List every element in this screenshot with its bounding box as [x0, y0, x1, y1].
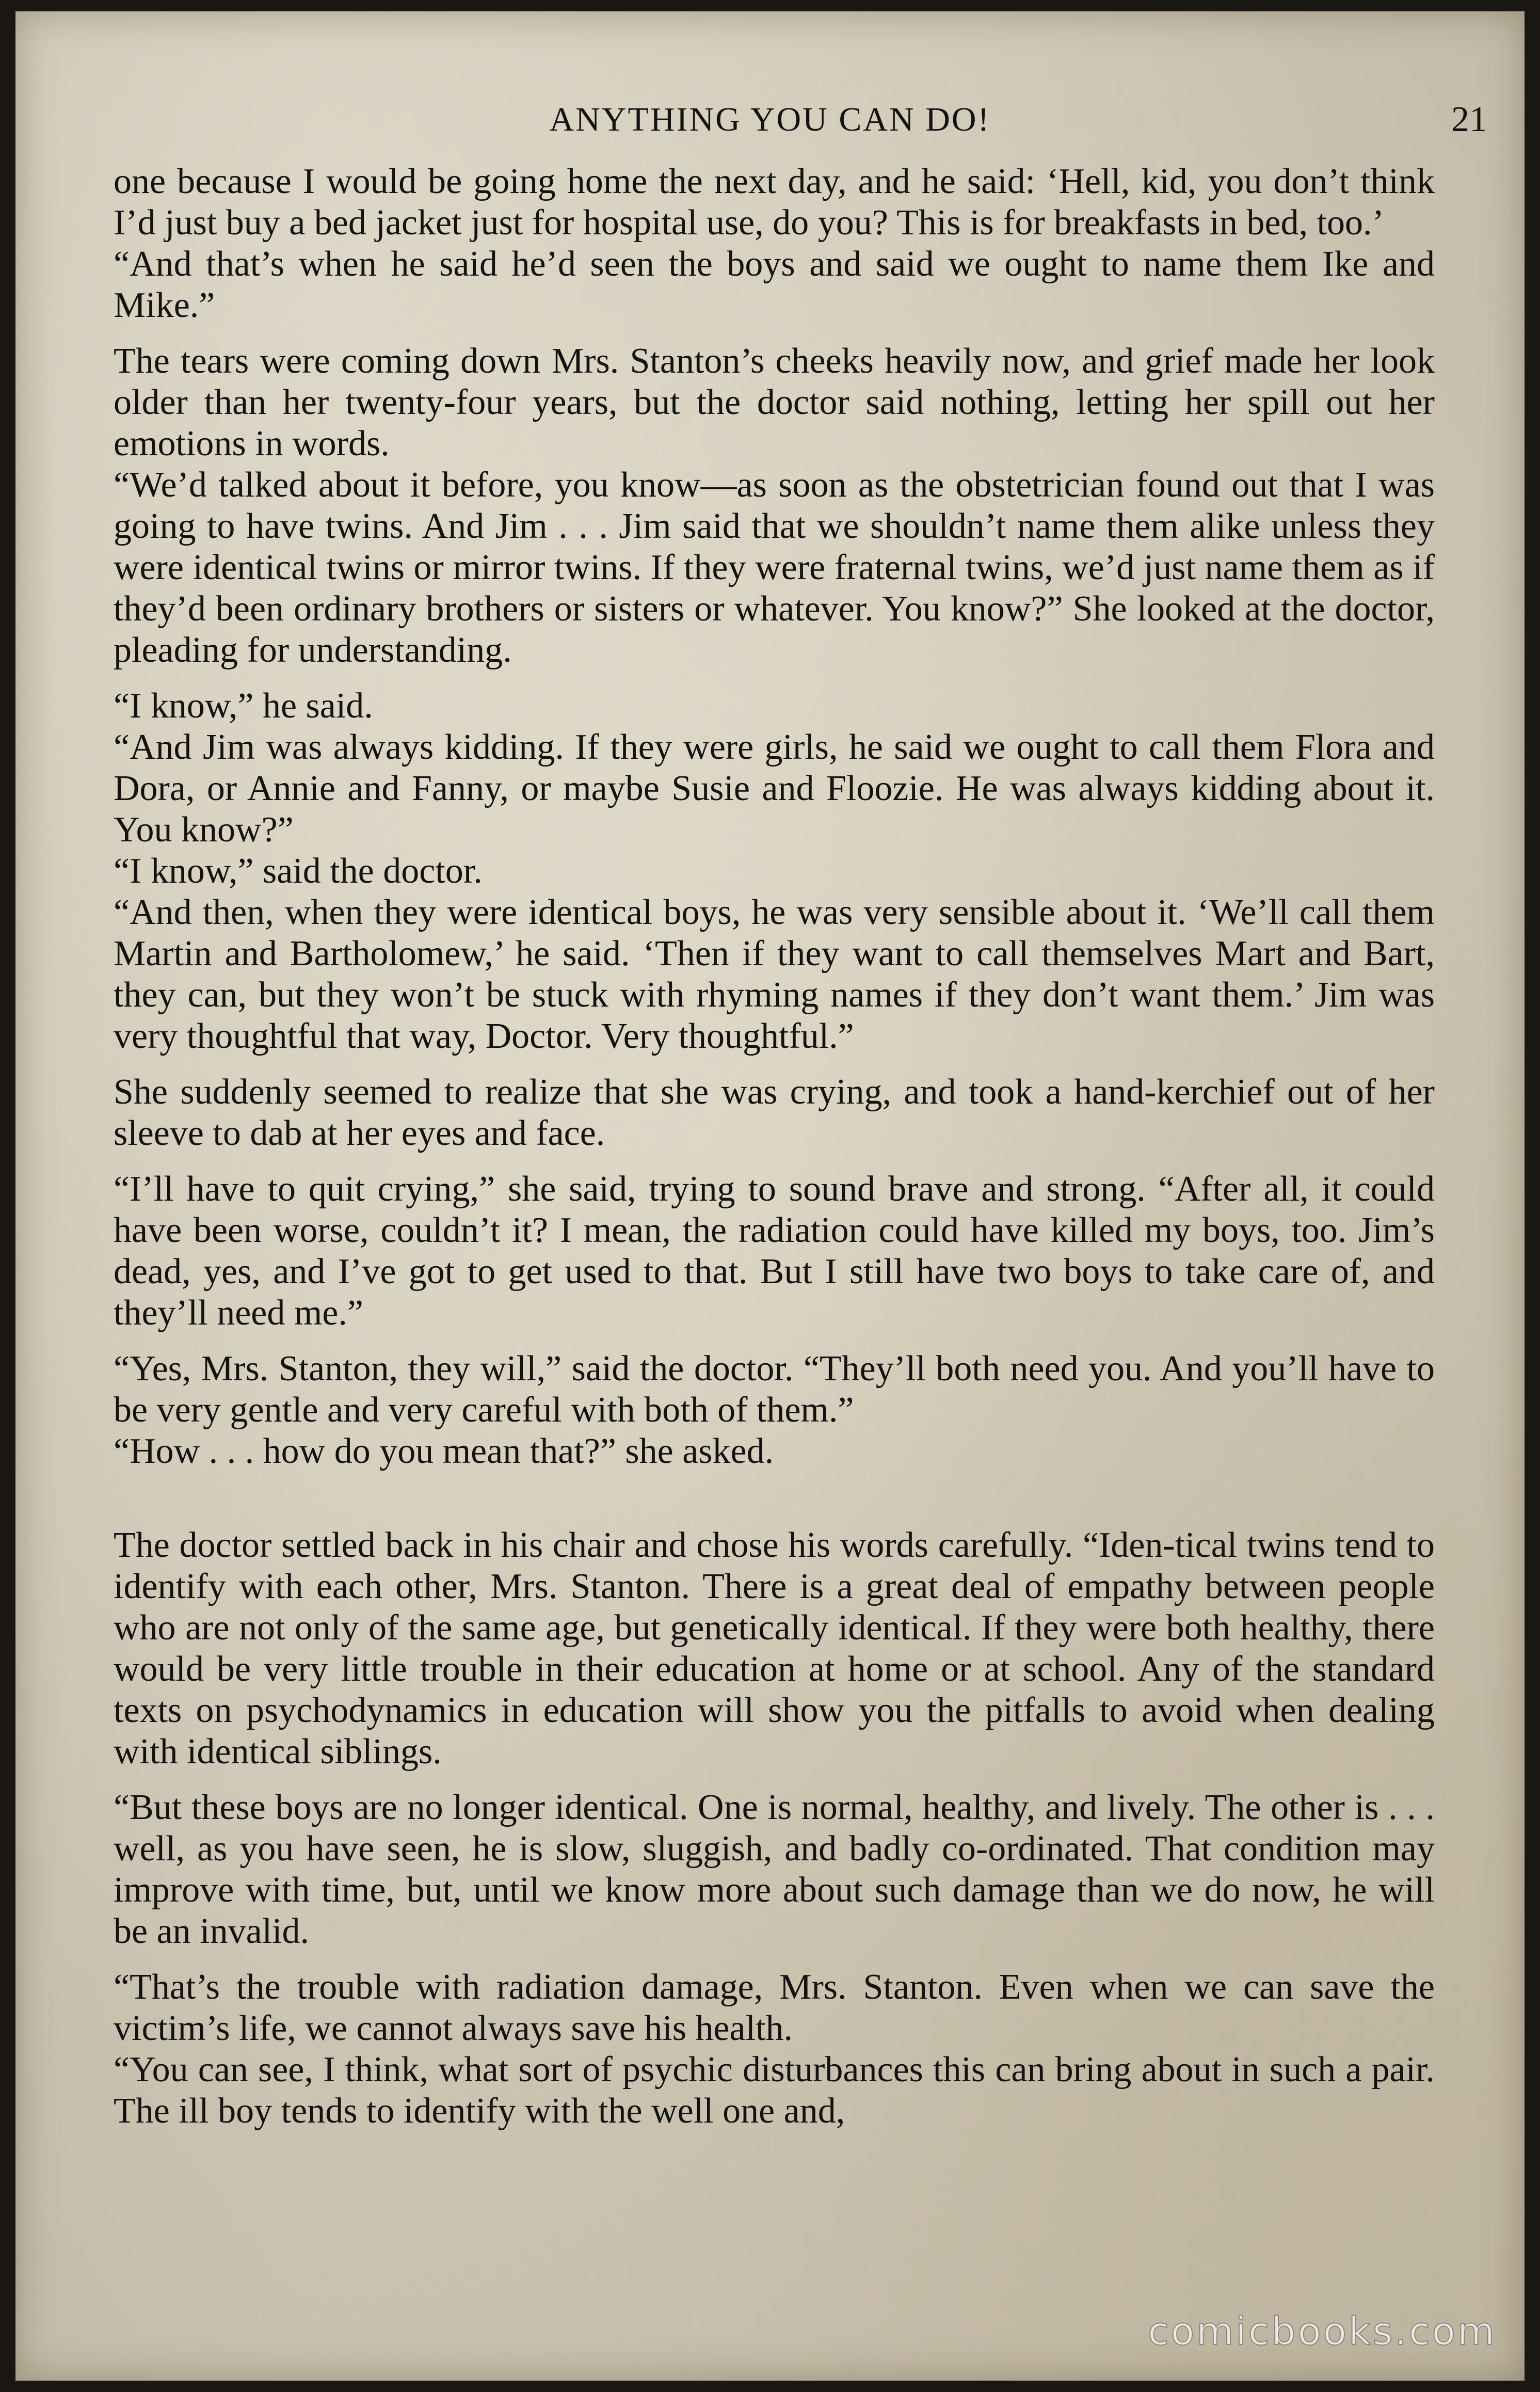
book-page [15, 11, 1525, 2381]
paragraph: “And then, when they were identical boys, he was very sensible about it. ‘We’ll call them Martin and Bartholomew,’ he said. ‘Then if they want to call themselves Mart and Bart, they can, but they won’t be stuck with rhyming names if they don’t want them.’ Jim was very thoughtful that way, Doctor. Very thoughtful.” [114, 892, 1435, 1056]
paragraph: “How . . . how do you mean that?” she asked. [114, 1431, 774, 1471]
paragraph: The doctor settled back in his chair and chose his words carefully. “Iden-tical twins tend to identify with each other, Mrs. Stanton. There is a great deal of empathy between people who are not only of the same age, but genetically identical. If they were both healthy, there would be very little trouble in their education at home or at school. Any of the standard texts on psychodynamics in education will show you the pitfalls to avoid when dealing with identical siblings. [114, 1525, 1435, 1772]
paragraph: She suddenly seemed to realize that she was crying, and took a hand-kerchief out of her sleeve to dab at her eyes and face. [114, 1072, 1435, 1153]
running-head [15, 91, 1525, 148]
paragraph: one because I would be going home the next day, and he said: ‘Hell, kid, you don’t think I’d just buy a bed jacket just for hospital use, do you? This is for breakfasts in bed, too.’ [114, 162, 1435, 243]
paragraph: “We’d talked about it before, you know—as soon as the obstetrician found out that I was going to have twins. And Jim . . . Jim said that we shouldn’t name them alike unless they were identical twins or mirror twins. If they were fraternal twins, we’d just name them as if they’d been ordinary brothers or sisters or whatever. You know?” She looked at the doctor, pleading for understanding. [114, 465, 1435, 670]
paragraph: “Yes, Mrs. Stanton, they will,” said the doctor. “They’ll both need you. And you’ll have to be very gentle and very careful with both of them.” [114, 1349, 1435, 1430]
body-text [114, 161, 1435, 2132]
watermark-logo: comicbooks.com [1148, 2309, 1497, 2354]
page-number: 21 [1451, 100, 1487, 139]
paragraph: “You can see, I think, what sort of psychic disturbances this can bring about in such a pair. The ill boy tends to identify with the well one and, [114, 2050, 1435, 2131]
paragraph: “I know,” said the doctor. [114, 851, 483, 891]
paragraph: “I’ll have to quit crying,” she said, trying to sound brave and strong. “After all, it could have been worse, couldn’t it? I mean, the radiation could have killed my boys, too. Jim’s dead, yes, and I’ve got to get used to that. But I still have two boys to take care of, and they’ll need me.” [114, 1169, 1435, 1333]
paragraph: “And Jim was always kidding. If they were girls, he said we ought to call them Flora and Dora, or Annie and Fanny, or maybe Susie and Floozie. He was always kidding about it. You know?” [114, 727, 1435, 850]
paragraph: The tears were coming down Mrs. Stanton’s cheeks heavily now, and grief made her look older than her twenty-four years, but the doctor said nothing, letting her spill out her emotions in words. [114, 341, 1435, 464]
running-title: ANYTHING YOU CAN DO! [549, 101, 991, 138]
paragraph: “And that’s when he said he’d seen the boys and said we ought to name them Ike and Mike.” [114, 244, 1435, 325]
paragraph: “But these boys are no longer identical. One is normal, healthy, and lively. The other is . . . well, as you have seen, he is slow, sluggish, and badly co-ordinated. That condition may improve with time, but, until we know more about such damage than we do now, he will be an invalid. [114, 1788, 1435, 1951]
paragraph: “I know,” he said. [114, 686, 373, 726]
paragraph: “That’s the trouble with radiation damage, Mrs. Stanton. Even when we can save the victim’s life, we cannot always save his health. [114, 1967, 1435, 2048]
